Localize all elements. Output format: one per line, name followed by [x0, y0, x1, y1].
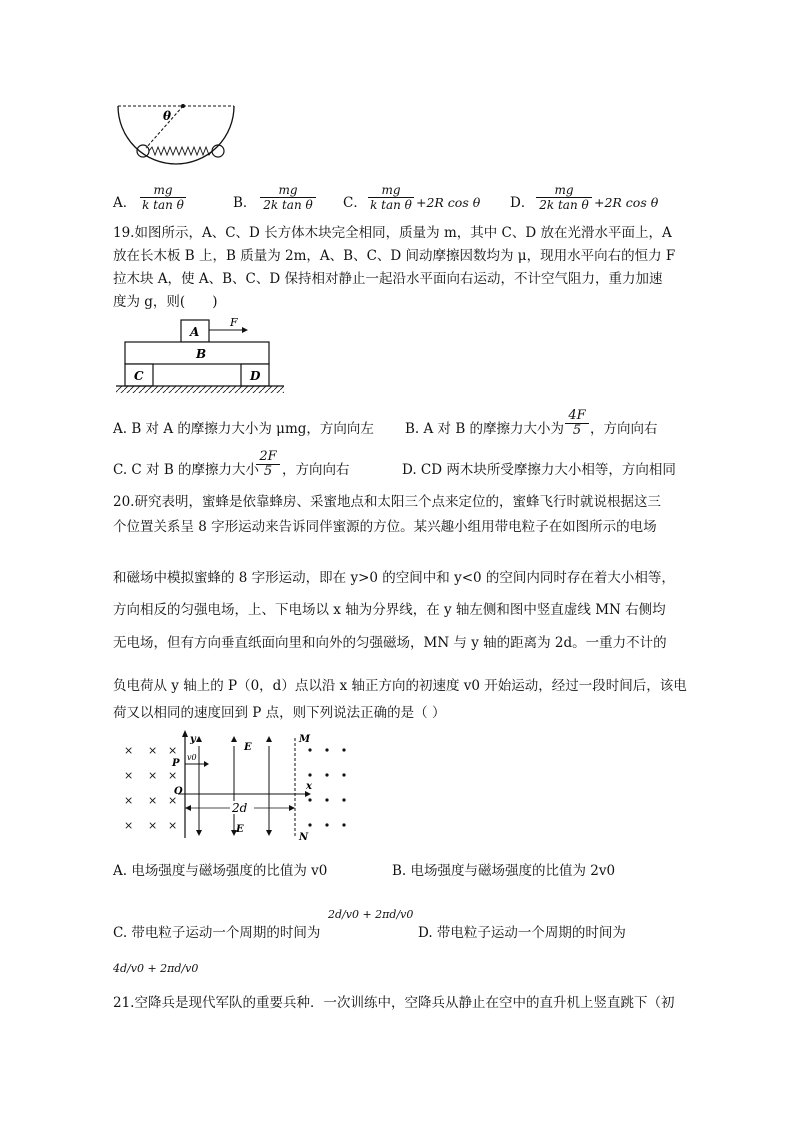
q19-option-a: A. B 对 A 的摩擦力大小为 μmg，方向向左: [113, 421, 374, 437]
svg-text:×: ×: [148, 794, 158, 807]
v0-label: v0: [187, 753, 197, 762]
svg-text:×: ×: [168, 794, 178, 807]
svg-text:×: ×: [124, 744, 134, 757]
theta-label: θ: [163, 109, 172, 123]
q20-line-5: 无电场，但有方向垂直纸面向里和向外的匀强磁场，MN 与 y 轴的距离为 2d。一重力不计的: [113, 635, 667, 651]
q19-line-2: 放在长木板 B 上，B 质量为 2m，A、B、C、D 间动摩擦因数均为 μ，现用水平向右的恒力 F: [113, 248, 676, 264]
y-axis-label: y: [190, 734, 196, 745]
svg-text:×: ×: [124, 794, 134, 807]
svg-text:×: ×: [148, 819, 158, 832]
x-axis-label: x: [306, 781, 312, 792]
block-c-label: C: [134, 369, 144, 383]
q19-option-b-suffix: ，方向向右: [590, 421, 658, 437]
n-label: N: [299, 832, 309, 843]
svg-text:×: ×: [124, 769, 134, 782]
q20-line-7: 荷又以相同的速度回到 P 点，则下列说法正确的是（ ）: [113, 705, 446, 721]
svg-text:×: ×: [148, 744, 158, 757]
svg-text:×: ×: [168, 819, 178, 832]
q19-option-c-suffix: ，方向向右: [282, 462, 350, 478]
bowl-spring-figure: [112, 100, 240, 178]
q20-line-2: 个位置关系呈 8 字形运动来告诉同伴蜜源的方位。某兴趣小组用带电粒子在如图所示的电场: [113, 519, 657, 535]
q18-option-d-letter: D．: [510, 195, 535, 211]
q20-option-d-expression: 4d/v0 + 2πd/v0: [113, 962, 199, 975]
q19-option-c-fraction: 2F 5: [256, 450, 280, 479]
q19-option-b-prefix: B. A 对 B 的摩擦力大小为: [405, 421, 565, 437]
block-d-label: D: [250, 369, 261, 383]
q18-option-d-fraction: mg 2k tan θ: [536, 183, 592, 212]
svg-text:×: ×: [124, 819, 134, 832]
q20-line-4: 方向相反的匀强电场，上、下电场以 x 轴为分界线，在 y 轴左侧和图中竖直虚线 MN 右侧均: [113, 602, 666, 618]
block-a-label: A: [190, 325, 200, 339]
q20-line-3: 和磁场中模拟蜜蜂的 8 字形运动，即在 y>0 的空间中和 y<0 的空间内同时存在着大小相等，: [113, 570, 675, 586]
q19-option-d: D. CD 两木块所受摩擦力大小相等，方向相同: [402, 462, 676, 478]
q19-line-3: 拉木块 A，使 A、B、C、D 保持相对静止一起沿水平面向右运动，不计空气阻力，重力加速: [113, 271, 663, 287]
q18-option-a-letter: A．: [113, 195, 137, 211]
q19-line-1: 19.如图所示，A、C、D 长方体木块完全相同，质量为 m，其中 C、D 放在光滑水平面上，A: [113, 225, 672, 241]
q20-option-c: C. 带电粒子运动一个周期的时间为: [113, 925, 321, 941]
q20-option-c-expression: 2d/v0 + 2πd/v0: [328, 908, 414, 921]
q18-option-a-fraction: mg k tan θ: [140, 183, 186, 212]
q18-option-c-extra: +2R cos θ: [416, 195, 481, 210]
e-upper-label: E: [244, 742, 252, 753]
q19-option-b-fraction: 4F 5: [565, 409, 589, 438]
svg-text:×: ×: [168, 769, 178, 782]
q18-option-b-fraction: mg 2k tan θ: [260, 183, 316, 212]
blocks-figure: [112, 312, 292, 398]
q20-line-1: 20.研究表明，蜜蜂是依靠蜂房、采蜜地点和太阳三个点来定位的，蜜蜂飞行时就说根据这三: [113, 494, 661, 510]
q19-option-c-prefix: C. C 对 B 的摩擦力大小: [113, 462, 260, 478]
q19-line-4: 度为 g，则( ): [113, 294, 218, 310]
distance-2d-label: 2d: [232, 801, 248, 815]
field-figure: [112, 728, 362, 844]
origin-label: O: [174, 786, 183, 797]
q20-option-a: A. 电场强度与磁场强度的比值为 v0: [113, 863, 328, 879]
e-lower-label: E: [236, 824, 244, 835]
q18-option-d-extra: +2R cos θ: [594, 195, 659, 210]
q20-option-b: B. 电场强度与磁场强度的比值为 2v0: [392, 863, 616, 879]
q18-option-c-letter: C．: [343, 195, 367, 211]
svg-text:×: ×: [168, 744, 178, 757]
q20-line-6: 负电荷从 y 轴上的 P（0，d）点以沿 x 轴正方向的初速度 v0 开始运动，经过一段时间后，该电: [113, 678, 687, 694]
board-b-label: B: [196, 347, 207, 361]
q18-option-b-letter: B．: [233, 195, 257, 211]
q21-line-1: 21.空降兵是现代军队的重要兵种．一次训练中，空降兵从静止在空中的直升机上竖直跳下（初: [113, 995, 675, 1011]
m-label: M: [299, 734, 311, 745]
p-label: P: [172, 758, 180, 769]
svg-text:×: ×: [148, 769, 158, 782]
force-label: F: [230, 316, 238, 329]
q18-option-c-fraction: mg k tan θ: [368, 183, 414, 212]
q20-option-d: D. 带电粒子运动一个周期的时间为: [418, 925, 626, 941]
